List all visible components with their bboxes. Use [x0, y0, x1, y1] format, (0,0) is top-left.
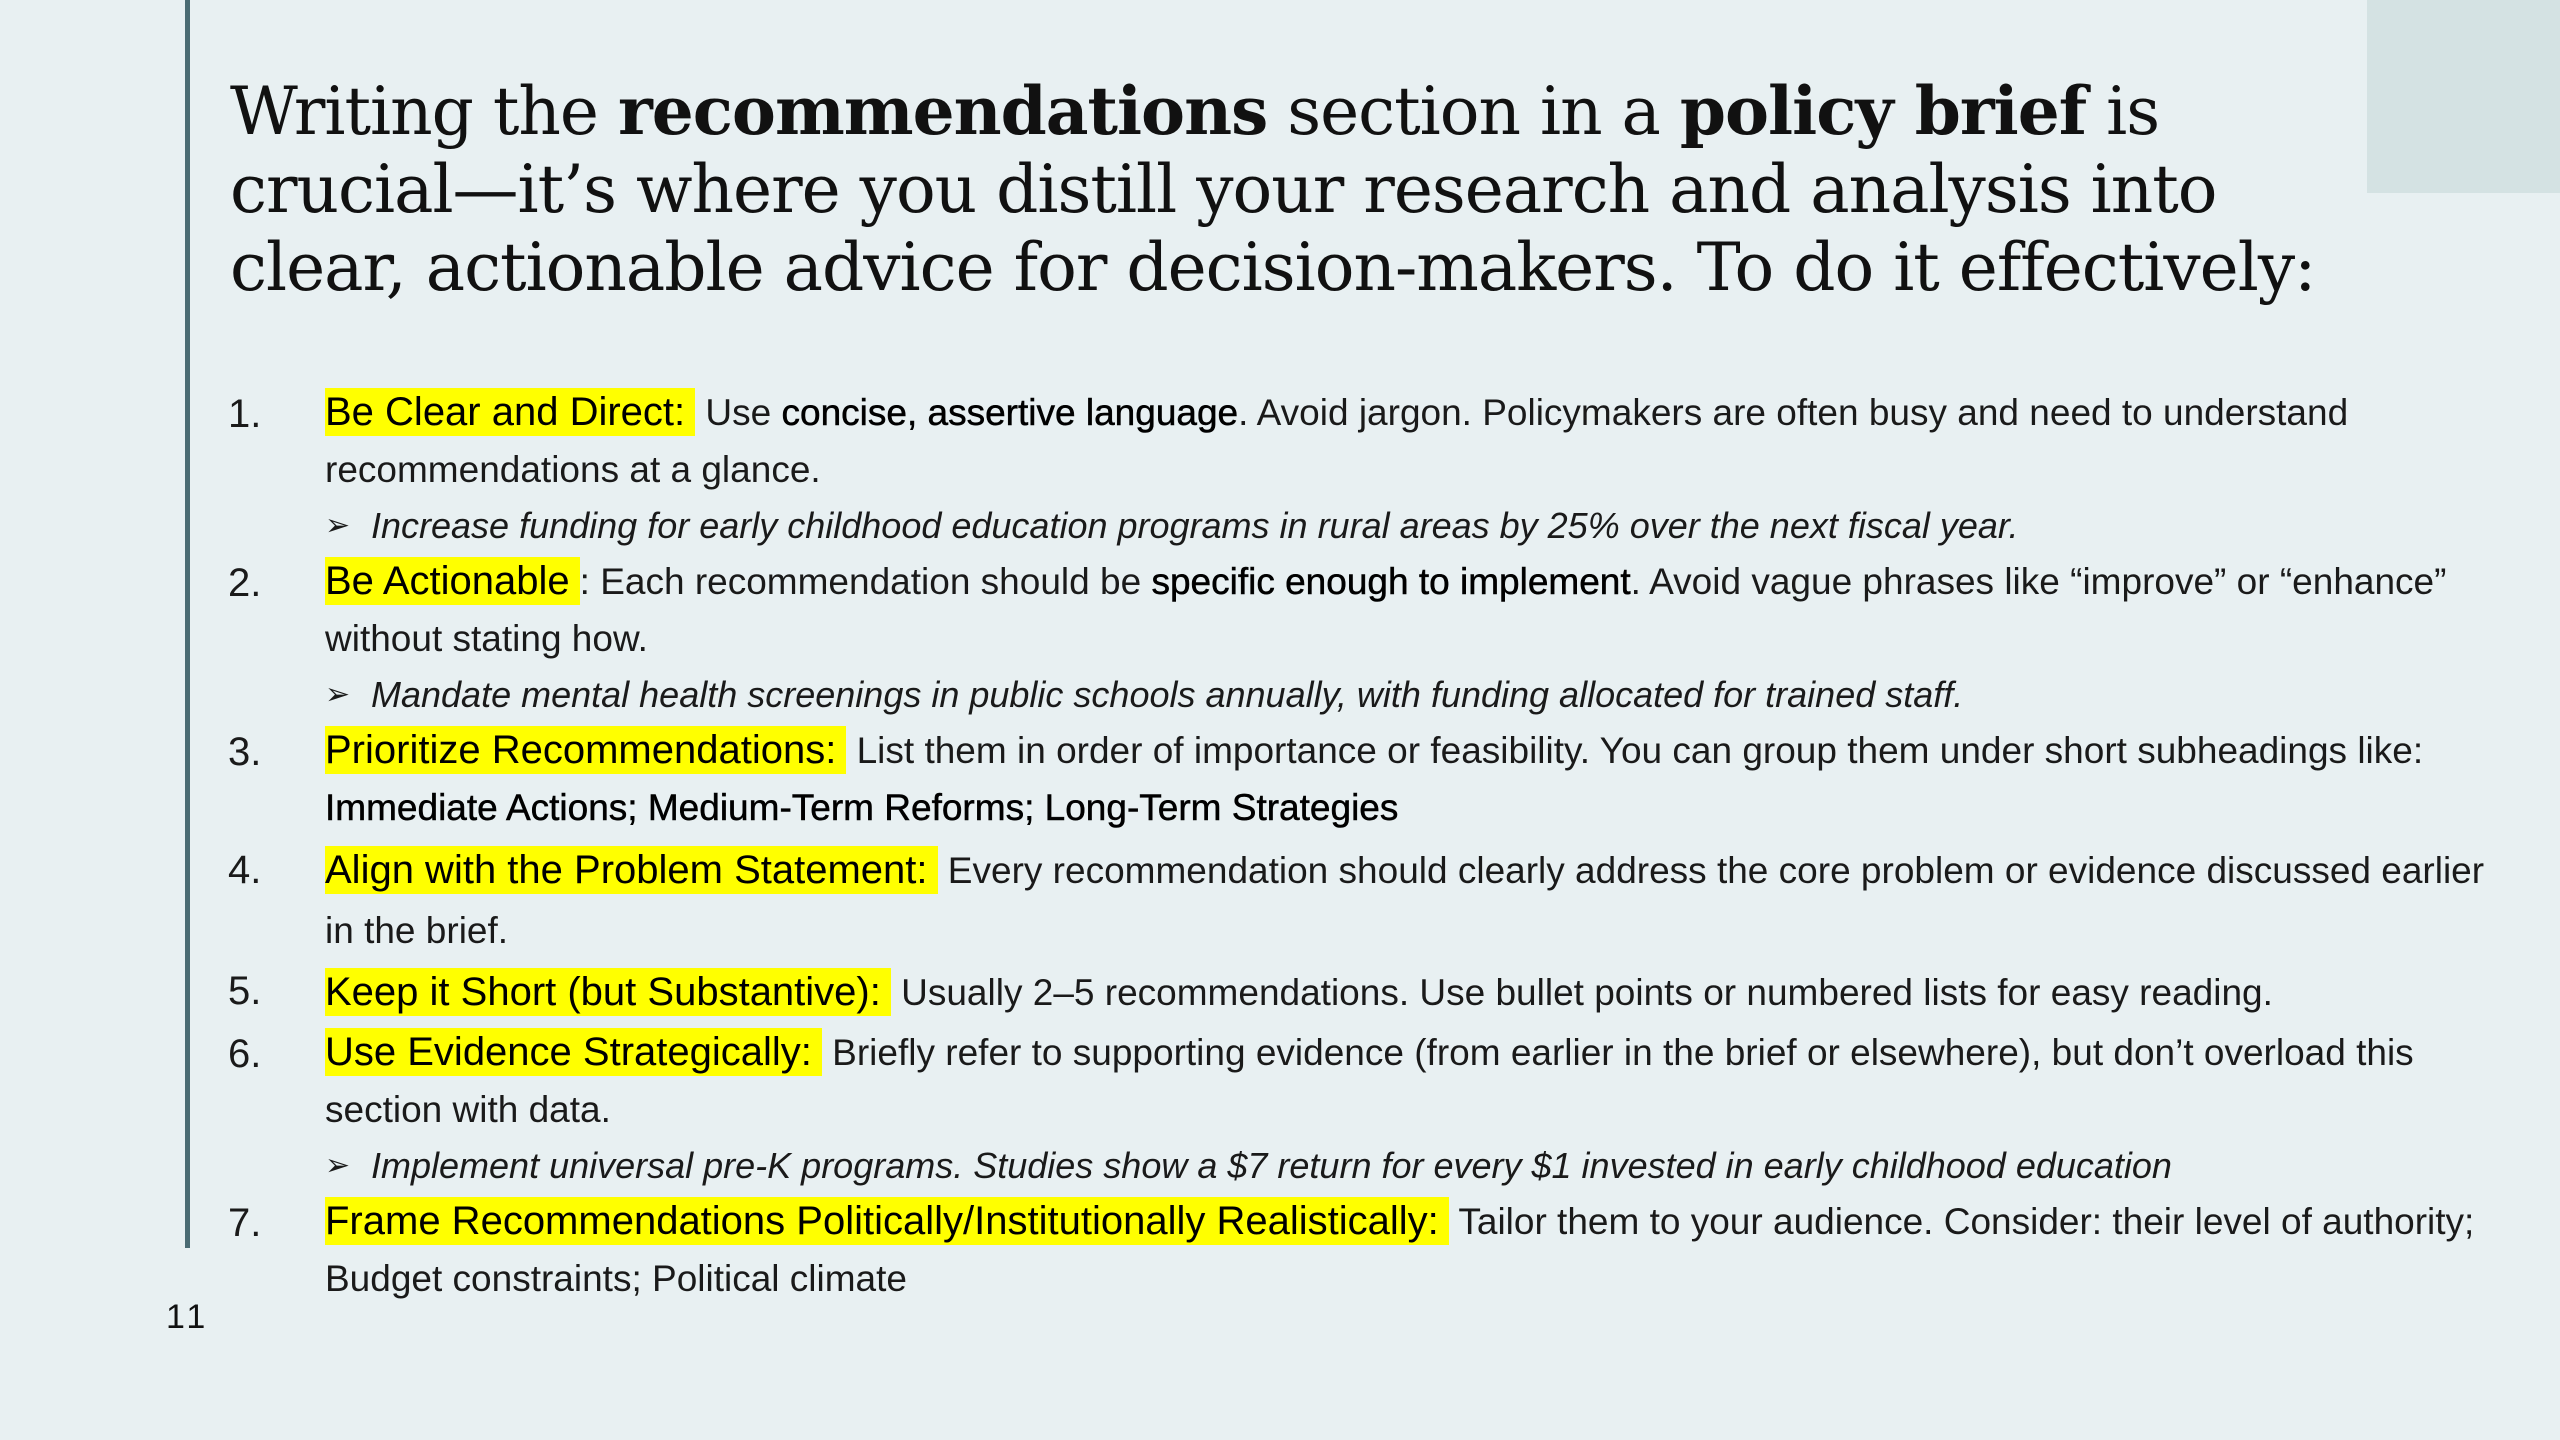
- item-text: Use: [695, 392, 782, 433]
- item-emphasis: specific enough to implement: [1151, 561, 1631, 602]
- item-heading-highlight: Be Clear and Direct:: [325, 388, 695, 436]
- item-number: 3.: [228, 730, 262, 774]
- title-bold-recommendations: recommendations: [617, 72, 1268, 150]
- arrow-bullet-icon: ➢: [325, 1149, 351, 1182]
- item-number: 1.: [228, 392, 262, 436]
- item-number: 6.: [228, 1032, 262, 1076]
- item-emphasis: Immediate Actions; Medium-Term Reforms; Long-Term Strategies: [325, 787, 1399, 828]
- item-number: 5.: [228, 969, 262, 1013]
- title-text: section in a: [1267, 73, 1680, 150]
- item-number: 4.: [228, 848, 262, 892]
- item-heading-highlight: Align with the Problem Statement:: [325, 846, 938, 894]
- item-text: Tailor them to your audience. Consider: their level of authority; Budget constraints; Political climate: [325, 1201, 2475, 1299]
- item-text: . Avoid vague phrases like “improve” or “enhance” without stating how.: [325, 561, 2447, 659]
- title-text: Writing the: [230, 73, 618, 150]
- list-item-5: [228, 961, 2498, 1024]
- slide-title: [230, 72, 2350, 307]
- page-number: 11: [166, 1298, 210, 1336]
- item-heading-highlight: Prioritize Recommendations:: [325, 726, 846, 774]
- corner-decoration-block: [2367, 0, 2560, 193]
- accent-vertical-line: [185, 0, 190, 1248]
- arrow-bullet-icon: ➢: [325, 678, 351, 711]
- example-text: Mandate mental health screenings in public schools annually, with funding allocated for trained staff.: [371, 674, 1964, 715]
- arrow-bullet-icon: ➢: [325, 509, 351, 542]
- list-item-6: [228, 1024, 2498, 1138]
- example-text: Implement universal pre-K programs. Studies show a $7 return for every $1 invested in early childhood education: [371, 1145, 2172, 1186]
- list-item-2: [228, 553, 2498, 667]
- item-text: Briefly refer to supporting evidence (from earlier in the brief or elsewhere), but don’t overload this section with data.: [325, 1032, 2414, 1130]
- example-item-6: [228, 1138, 2498, 1193]
- item-number: 7.: [228, 1201, 262, 1245]
- item-text: List them in order of importance or feasibility. You can group them under short subheadings like:: [846, 730, 2424, 771]
- list-item-7: [228, 1193, 2498, 1307]
- list-item-3: [228, 722, 2498, 836]
- item-text: Usually 2–5 recommendations. Use bullet points or numbered lists for easy reading.: [890, 972, 2273, 1013]
- recommendations-list: [228, 384, 2498, 1307]
- item-number: 2.: [228, 561, 262, 605]
- item-emphasis: concise, assertive language: [781, 392, 1239, 433]
- item-heading-highlight: Keep it Short (but Substantive):: [325, 968, 891, 1016]
- example-item-1: [228, 498, 2498, 553]
- item-text: Every recommendation should clearly address the core problem or evidence discussed earlier in the brief.: [325, 850, 2485, 951]
- item-heading-highlight: Use Evidence Strategically:: [325, 1028, 822, 1076]
- item-heading-highlight: Be Actionable: [325, 557, 580, 605]
- example-item-2: [228, 667, 2498, 722]
- item-heading-highlight: Frame Recommendations Politically/Institutionally Realistically:: [325, 1197, 1449, 1245]
- example-text: Increase funding for early childhood education programs in rural areas by 25% over the next fiscal year.: [371, 505, 2019, 546]
- list-item-1: [228, 384, 2498, 498]
- item-text: . Avoid jargon. Policymakers are often busy and need to understand recommendations at a glance.: [325, 392, 2349, 490]
- item-text: : Each recommendation should be: [579, 561, 1152, 602]
- title-bold-policy-brief: policy brief: [1679, 72, 2087, 150]
- list-item-4: [228, 840, 2498, 961]
- title-text: is crucial—it’s where you distill your research and analysis into clear, actionable advice for decision-makers. To do it effectively:: [230, 73, 2316, 306]
